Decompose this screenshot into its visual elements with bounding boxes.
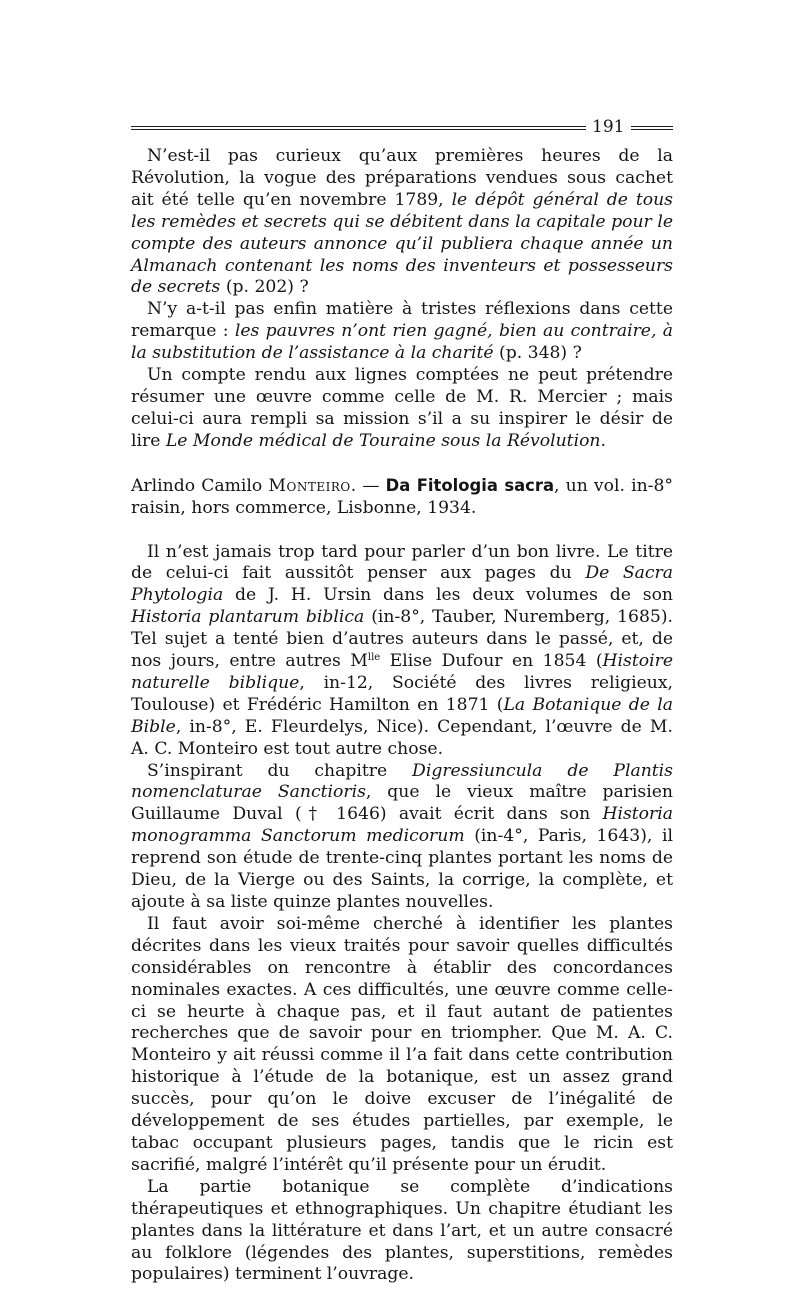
section-gap [131, 520, 673, 542]
paragraph [131, 914, 673, 1177]
text-run: (in-8°, Tauber, Nuremberg, 1685). Tel sujet a tenté bien d’autres auteurs dans le passé, et, de nos jours, entre autres M [131, 607, 673, 672]
italic-text: Le Monde médical de Touraine sous la Révolution [165, 430, 601, 451]
text-run: N’y a-t-il pas enfin matière à tristes réflexions dans cette remarque : [131, 299, 673, 342]
text-run: Elise Dufour en 1854 ( [380, 651, 603, 672]
text-run: , que le vieux maître parisien Guillaume Duval († 1646) avait écrit dans son [131, 782, 673, 825]
italic-text: le dépôt général de tous les remèdes et secrets qui se débitent dans la capitale pour le compte des auteurs annonce qu’il publiera chaque année un Almanach contenant les noms des inventeurs et possesseurs de secrets [131, 189, 673, 298]
text-run: Il faut avoir soi-même cherché à identifier les plantes décrites dans les vieux traités pour savoir quelles difficultés considérables on rencontre à établir des concordances nominales exactes. A ces difficultés, une œuvre comme celle-ci se heurte à chaque pas, et il faut autant de patientes recherches que de savoir pour en triompher. Que M. A. C. Monteiro y ait réussi comme il l’a fait dans cette contribution historique à l’étude de la botanique, est un assez grand succès, pour qu’on le doive excuser de l’inégalité de développement de ses études partielles, par exemple, le tabac occupant plusieurs pages, tandis que le ricin est sacrifié, malgré l’intérêt qu’il présente pour un érudit. [131, 913, 673, 1175]
text-run: (p. 202) ? [220, 277, 309, 298]
text-run: de J. H. Ursin dans les deux volumes de son [223, 585, 673, 606]
text-run: Arlindo Camilo [131, 475, 269, 496]
text-run: , un vol. in-8° raisin, hors commerce, Lisbonne, 1934. [131, 475, 673, 518]
section-gap [131, 453, 673, 475]
text-run: (p. 348) ? [493, 343, 582, 364]
superscript: lle [367, 652, 381, 664]
text-run: , in-12, Société des livres religieux, Toulouse) et Frédéric Hamilton en 1871 ( [131, 672, 673, 715]
text-run: Un compte rendu aux lignes comptées ne peut prétendre résumer une œuvre comme celle de M. R. Mercier ; mais celui-ci aura rempli sa mission s’il a su inspirer le désir de lire [131, 365, 673, 451]
paragraph [131, 761, 673, 914]
italic-text: les pauvres n’ont rien gagné, bien au contraire, à la substitution de l’assistance à la charité [131, 321, 673, 364]
author-surname: Monteiro [268, 475, 351, 496]
text-run: (in-4°, Paris, 1643), il reprend son étude de trente-cinq plantes portant les noms de Dieu, de la Vierge ou des Saints, la corrige, la complète, et ajoute à sa liste quinze plantes nouvelles. [131, 826, 673, 912]
header-rule-right [631, 126, 673, 130]
italic-text: De Sacra Phytologia [131, 563, 674, 606]
book-page [131, 112, 673, 1286]
text-run: Il n’est jamais trop tard pour parler d’un bon livre. Le titre de celui-ci fait aussitôt penser aux pages du [131, 541, 673, 584]
italic-text: Historia monogramma Sanctorum medicorum [131, 804, 673, 847]
paragraph [131, 146, 673, 299]
text-run: . [600, 430, 606, 451]
italic-text: Digressiuncula de Plantis nomenclaturae Sanctioris [131, 760, 673, 803]
paragraph [131, 365, 673, 453]
body-text [131, 146, 673, 1286]
text-run: S’inspirant du chapitre [147, 760, 413, 781]
book-title: Da Fitologia sacra [385, 475, 555, 495]
text-run: , in-8°, E. Fleurdelys, Nice). Cependant, l’œuvre de M. A. C. Monteiro est tout autre chose. [131, 716, 673, 759]
text-run: N’est-il pas curieux qu’aux premières heures de la Révolution, la vogue des préparations vendues sous cachet ait été telle qu’en novembre 1789, [131, 146, 673, 210]
italic-text: La Botanique de la Bible [131, 694, 673, 737]
header-rule-left [131, 126, 586, 130]
page-number: 191 [592, 117, 625, 137]
running-header [131, 112, 673, 146]
text-run: La partie botanique se complète d’indications thérapeutiques et ethnographiques. Un chapitre étudiant les plantes dans la littérature et dans l’art, et un autre consacré au folklore (légendes des plantes, superstitions, remèdes populaires) terminent l’ouvrage. [131, 1176, 673, 1285]
italic-text: Histoire naturelle biblique [131, 651, 673, 693]
book-reference-heading [131, 475, 673, 520]
italic-text: Historia plantarum biblica [131, 607, 365, 628]
text-run: . — [350, 475, 386, 496]
paragraph [131, 542, 673, 761]
paragraph [131, 299, 673, 365]
paragraph [131, 1177, 673, 1287]
